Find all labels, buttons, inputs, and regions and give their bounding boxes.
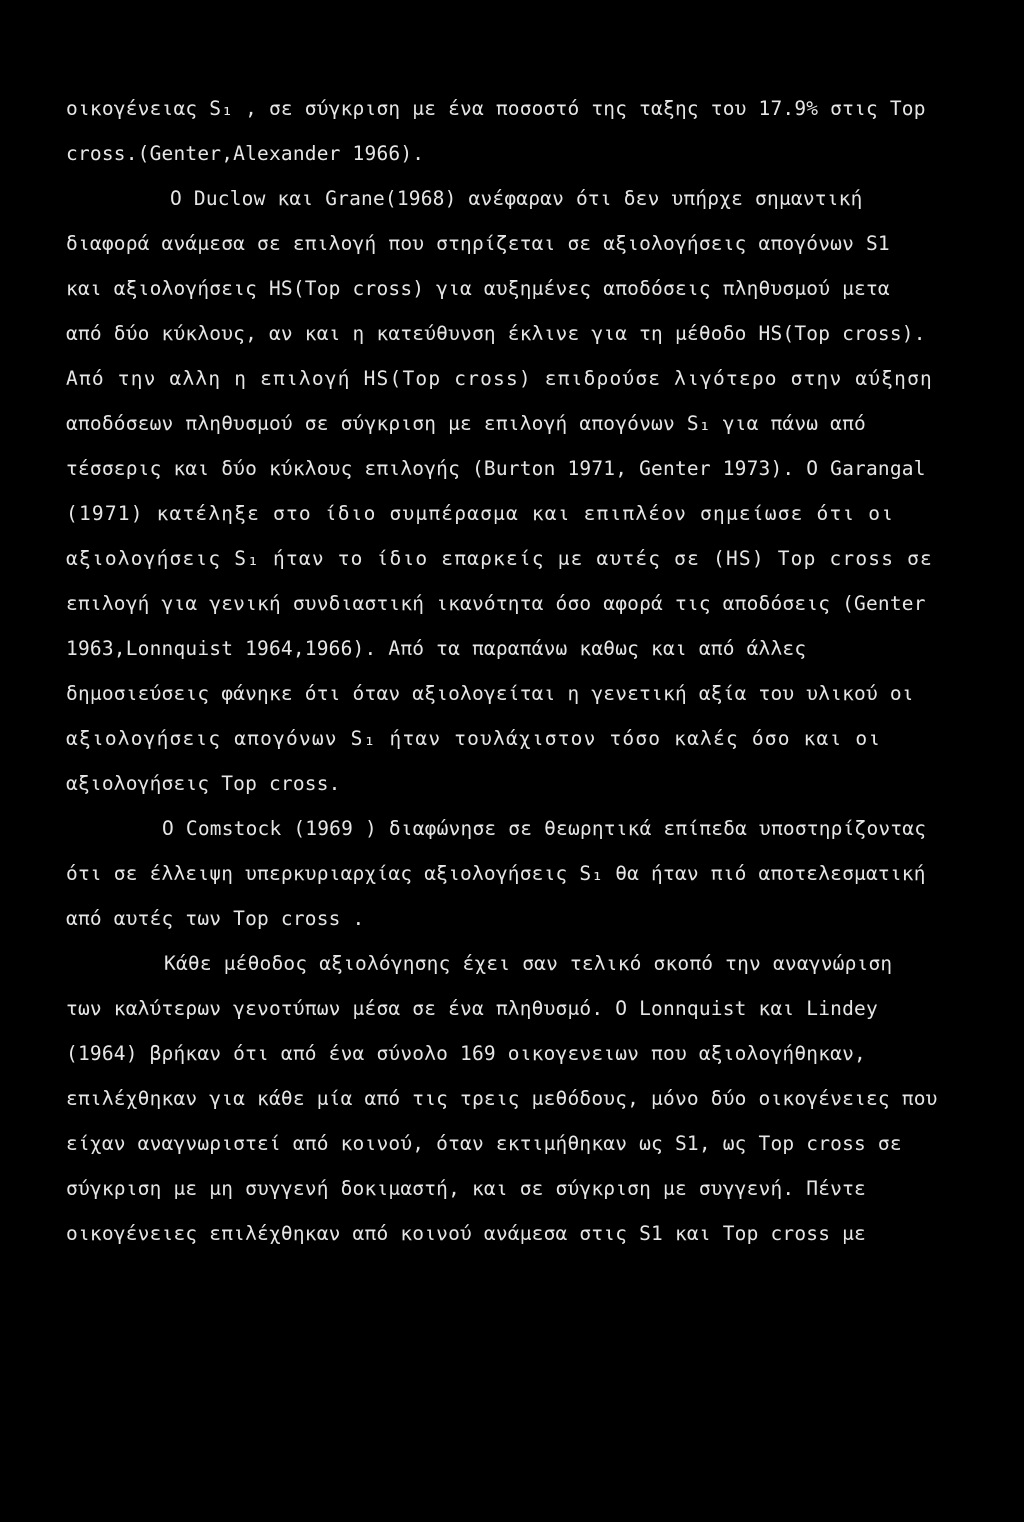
text-line: 1963,Lonnquist 1964,1966). Από τα παραπάνω καθως και από άλλες [66, 637, 807, 660]
text-line: από δύο κύκλους, αν και η κατεύθυνση έκλινε για τη μέθοδο HS(Top cross). [66, 322, 926, 345]
body-text [66, 86, 946, 1256]
text-line: (1964) βρήκαν ότι από ένα σύνολο 169 οικογενειων που αξιολογήθηκαν, [66, 1042, 866, 1065]
text-line: και αξιολογήσεις HS(Top cross) για αυξημένες αποδόσεις πληθυσμού μετα [66, 277, 890, 300]
text-line: είχαν αναγνωριστεί από κοινού, όταν εκτιμήθηκαν ως S1, ως Top cross σε [66, 1132, 902, 1155]
text-line: διαφορά ανάμεσα σε επιλογή που στηρίζεται σε αξιολογήσεις απογόνων S1 [66, 232, 890, 255]
text-line: τέσσερις και δύο κύκλους επιλογής (Burton 1971, Genter 1973). Ο Garangal [66, 457, 926, 480]
paragraph-start-line: Ο Duclow και Grane(1968) ανέφαραν ότι δεν υπήρχε σημαντική [170, 187, 863, 210]
text-line: Από την αλλη η επιλογή HS(Top cross) επιδρούσε λιγότερο στην αύξηση [66, 367, 933, 390]
text-line: cross.(Genter,Alexander 1966). [66, 142, 425, 165]
text-line: οικογένειας S₁ , σε σύγκριση με ένα ποσοστό της ταξης του 17.9% στις Top [66, 97, 926, 120]
text-line: αξιολογήσεις απογόνων S₁ ήταν τουλάχιστον τόσο καλές όσο και οι [66, 727, 882, 750]
paragraph-start-line: Ο Comstock (1969 ) διαφώνησε σε θεωρητικά επίπεδα υποστηρίζοντας [162, 817, 927, 840]
text-line: ότι σε έλλειψη υπερκυριαρχίας αξιολογήσεις S₁ θα ήταν πιό αποτελεσματική [66, 862, 926, 885]
text-line: των καλύτερων γενοτύπων μέσα σε ένα πληθυσμό. Ο Lonnquist και Lindey [66, 997, 878, 1020]
text-line: (1971) κατέληξε στο ίδιο συμπέρασμα και επιπλέον σημείωσε ότι οι [66, 502, 895, 525]
text-line: αξιολογήσεις Top cross. [66, 772, 341, 795]
text-line: επιλέχθηκαν για κάθε μία από τις τρεις μεθόδους, μόνο δύο οικογένειες που [66, 1087, 938, 1110]
text-line: οικογένειες επιλέχθηκαν από κοινού ανάμεσα στις S1 και Top cross με [66, 1222, 866, 1245]
text-line: αποδόσεων πληθυσμού σε σύγκριση με επιλογή απογόνων S₁ για πάνω από [66, 412, 866, 435]
text-line: αξιολογήσεις S₁ ήταν το ίδιο επαρκείς με αυτές σε (HS) Top cross σε [66, 547, 933, 570]
text-line: επιλογή για γενική συνδιαστική ικανότητα όσο αφορά τις αποδόσεις (Genter [66, 592, 926, 615]
paragraph-start-line: Κάθε μέθοδος αξιολόγησης έχει σαν τελικό σκοπό την αναγνώριση [164, 952, 893, 975]
text-line: δημοσιεύσεις φάνηκε ότι όταν αξιολογείται η γενετική αξία του υλικού οι [66, 682, 914, 705]
text-line: από αυτές των Top cross . [66, 907, 365, 930]
text-line: σύγκριση με μη συγγενή δοκιμαστή, και σε σύγκριση με συγγενή. Πέντε [66, 1177, 866, 1200]
